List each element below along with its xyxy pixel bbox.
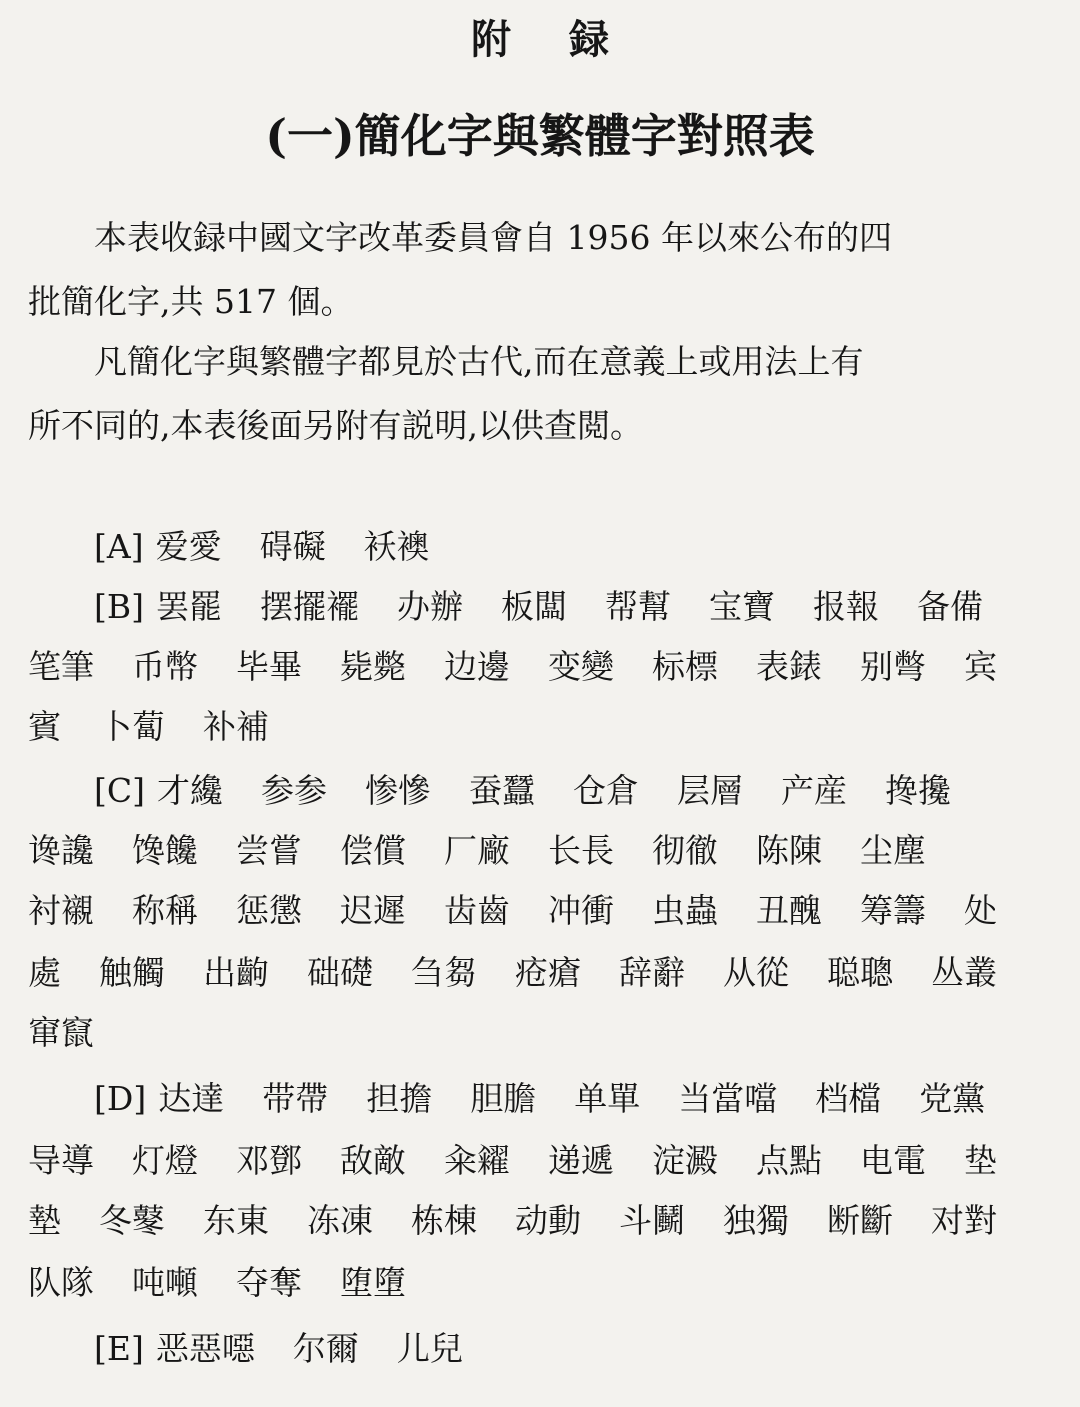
char-pair: 堕墮 bbox=[340, 1263, 406, 1302]
char-pair: 从從 bbox=[723, 953, 789, 992]
char-pair: 搀攙 bbox=[885, 771, 951, 810]
char-pair: 籴糴 bbox=[444, 1141, 510, 1180]
char-pair: 点點 bbox=[756, 1141, 822, 1180]
char-pair: 长長 bbox=[548, 831, 614, 870]
char-pair: 垫 bbox=[964, 1141, 997, 1180]
char-pair: 邓鄧 bbox=[236, 1141, 302, 1180]
char-pair: 迟遲 bbox=[340, 891, 406, 930]
char-pair: 摆擺襬 bbox=[260, 587, 359, 626]
char-pair: 递遞 bbox=[548, 1141, 614, 1180]
char-pair: 賓 bbox=[28, 707, 61, 746]
char-pair: 恶惡噁 bbox=[155, 1329, 255, 1368]
char-pair: 尔爾 bbox=[292, 1329, 359, 1368]
char-pair: 产産 bbox=[781, 771, 847, 810]
char-pair: 刍芻 bbox=[411, 953, 477, 992]
char-pair: 币幣 bbox=[132, 647, 198, 686]
char-pair: 偿償 bbox=[340, 831, 406, 870]
char-pair: 衬襯 bbox=[28, 891, 94, 930]
char-pair: 党黨 bbox=[919, 1079, 986, 1118]
char-pair: 独獨 bbox=[723, 1201, 789, 1240]
section-label: [E] bbox=[94, 1329, 144, 1368]
char-pair: 丛叢 bbox=[931, 953, 997, 992]
char-pair: 参参 bbox=[261, 771, 327, 810]
char-list-line bbox=[28, 762, 1068, 820]
char-pair: 报報 bbox=[813, 587, 879, 626]
char-list-line bbox=[28, 882, 1068, 940]
char-pair: 谗讒 bbox=[28, 831, 94, 870]
char-pair: 淀澱 bbox=[652, 1141, 718, 1180]
char-pair: 当當噹 bbox=[678, 1079, 778, 1118]
appendix-heading: 附録 bbox=[471, 16, 667, 63]
char-list-line bbox=[28, 1004, 1068, 1062]
char-pair: 胆膽 bbox=[470, 1079, 537, 1118]
char-list-line bbox=[28, 638, 1068, 696]
intro-paragraph-2 bbox=[28, 330, 1058, 458]
char-pair: 笔筆 bbox=[28, 647, 94, 686]
char-pair: 陈陳 bbox=[756, 831, 822, 870]
char-pair: 宾 bbox=[964, 647, 997, 686]
char-pair: 墊 bbox=[28, 1201, 61, 1240]
text-line: 批簡化字,共 517 個。 bbox=[28, 282, 354, 321]
text-line: 凡簡化字與繁體字都見於古代,而在意義上或用法上有 bbox=[94, 342, 864, 381]
char-list-line bbox=[28, 578, 1068, 636]
char-pair: 导導 bbox=[28, 1141, 94, 1180]
char-list-line bbox=[28, 1132, 1068, 1190]
char-pair: 板闆 bbox=[501, 587, 567, 626]
char-pair: 边邊 bbox=[444, 647, 510, 686]
char-pair: 担擔 bbox=[366, 1079, 433, 1118]
char-pair: 单單 bbox=[574, 1079, 641, 1118]
char-pair: 碍礙 bbox=[259, 527, 326, 566]
char-list-line bbox=[28, 518, 1068, 576]
char-pair: 毕畢 bbox=[236, 647, 302, 686]
char-pair: 称稱 bbox=[132, 891, 198, 930]
text-line: 本表收録中國文字改革委員會自 1956 年以來公布的四 bbox=[94, 218, 892, 257]
char-pair: 仓倉 bbox=[573, 771, 639, 810]
char-pair: 栋棟 bbox=[411, 1201, 477, 1240]
char-pair: 辞辭 bbox=[619, 953, 685, 992]
char-pair: 队隊 bbox=[28, 1263, 94, 1302]
char-pair: 备備 bbox=[917, 587, 983, 626]
section-label: [A] bbox=[94, 527, 144, 566]
char-pair: 惩懲 bbox=[236, 891, 302, 930]
char-pair: 丑醜 bbox=[756, 891, 822, 930]
char-pair: 尝嘗 bbox=[236, 831, 302, 870]
char-list-line bbox=[28, 822, 1068, 880]
char-pair: 层層 bbox=[677, 771, 743, 810]
text-line: 所不同的,本表後面另附有説明,以供查閲。 bbox=[28, 406, 643, 445]
char-pair: 筹籌 bbox=[860, 891, 926, 930]
char-pair: 动動 bbox=[515, 1201, 581, 1240]
char-pair: 蚕蠶 bbox=[469, 771, 535, 810]
char-pair: 斗鬭 bbox=[619, 1201, 685, 1240]
char-pair: 宝寶 bbox=[709, 587, 775, 626]
char-pair: 冬鼕 bbox=[99, 1201, 165, 1240]
char-pair: 處 bbox=[28, 953, 61, 992]
section-label: [C] bbox=[94, 771, 145, 810]
intro-paragraph-1 bbox=[28, 206, 1058, 334]
char-pair: 别彆 bbox=[860, 647, 926, 686]
char-list-line bbox=[28, 1320, 1068, 1378]
char-pair: 断斷 bbox=[827, 1201, 893, 1240]
char-pair: 馋饞 bbox=[132, 831, 198, 870]
char-pair: 聪聰 bbox=[827, 953, 893, 992]
char-list-line bbox=[28, 1070, 1068, 1128]
char-pair: 冻凍 bbox=[307, 1201, 373, 1240]
char-pair: 夺奪 bbox=[236, 1263, 302, 1302]
char-pair: 标標 bbox=[652, 647, 718, 686]
char-pair: 窜竄 bbox=[28, 1013, 94, 1052]
char-pair: 袄襖 bbox=[363, 527, 430, 566]
char-pair: 疮瘡 bbox=[515, 953, 581, 992]
char-pair: 帮幫 bbox=[605, 587, 671, 626]
section-label: [B] bbox=[94, 587, 144, 626]
char-pair: 东東 bbox=[203, 1201, 269, 1240]
char-list-line bbox=[28, 698, 1068, 756]
char-pair: 电電 bbox=[860, 1141, 926, 1180]
char-list-line bbox=[28, 1254, 1068, 1312]
char-pair: 办辦 bbox=[397, 587, 463, 626]
char-pair: 对對 bbox=[931, 1201, 997, 1240]
char-pair: 吨噸 bbox=[132, 1263, 198, 1302]
char-pair: 表錶 bbox=[756, 647, 822, 686]
char-pair: 毙斃 bbox=[340, 647, 406, 686]
char-pair: 触觸 bbox=[99, 953, 165, 992]
char-pair: 冲衝 bbox=[548, 891, 614, 930]
char-pair: 础礎 bbox=[307, 953, 373, 992]
char-pair: 带帶 bbox=[262, 1079, 329, 1118]
char-pair: 齿齒 bbox=[444, 891, 510, 930]
char-pair: 爱愛 bbox=[155, 527, 222, 566]
char-pair: 儿兒 bbox=[396, 1329, 463, 1368]
table-title: (一)簡化字與繁體字對照表 bbox=[265, 109, 815, 163]
char-pair: 补補 bbox=[203, 707, 269, 746]
char-pair: 彻徹 bbox=[652, 831, 718, 870]
char-pair: 敌敵 bbox=[340, 1141, 406, 1180]
char-pair: 变變 bbox=[548, 647, 614, 686]
char-pair: 达達 bbox=[158, 1079, 225, 1118]
char-list-line bbox=[28, 1192, 1068, 1250]
char-pair: 灯燈 bbox=[132, 1141, 198, 1180]
char-pair: 惨慘 bbox=[365, 771, 431, 810]
char-list-line bbox=[28, 944, 1068, 1002]
char-pair: 罢罷 bbox=[156, 587, 222, 626]
char-pair: 厂廠 bbox=[444, 831, 510, 870]
section-label: [D] bbox=[94, 1079, 147, 1118]
char-pair: 尘塵 bbox=[860, 831, 926, 870]
char-pair: 卜蔔 bbox=[99, 707, 165, 746]
char-pair: 虫蟲 bbox=[652, 891, 718, 930]
char-pair: 才纔 bbox=[157, 771, 223, 810]
char-pair: 出齣 bbox=[203, 953, 269, 992]
char-pair: 档檔 bbox=[815, 1079, 882, 1118]
char-pair: 处 bbox=[964, 891, 997, 930]
